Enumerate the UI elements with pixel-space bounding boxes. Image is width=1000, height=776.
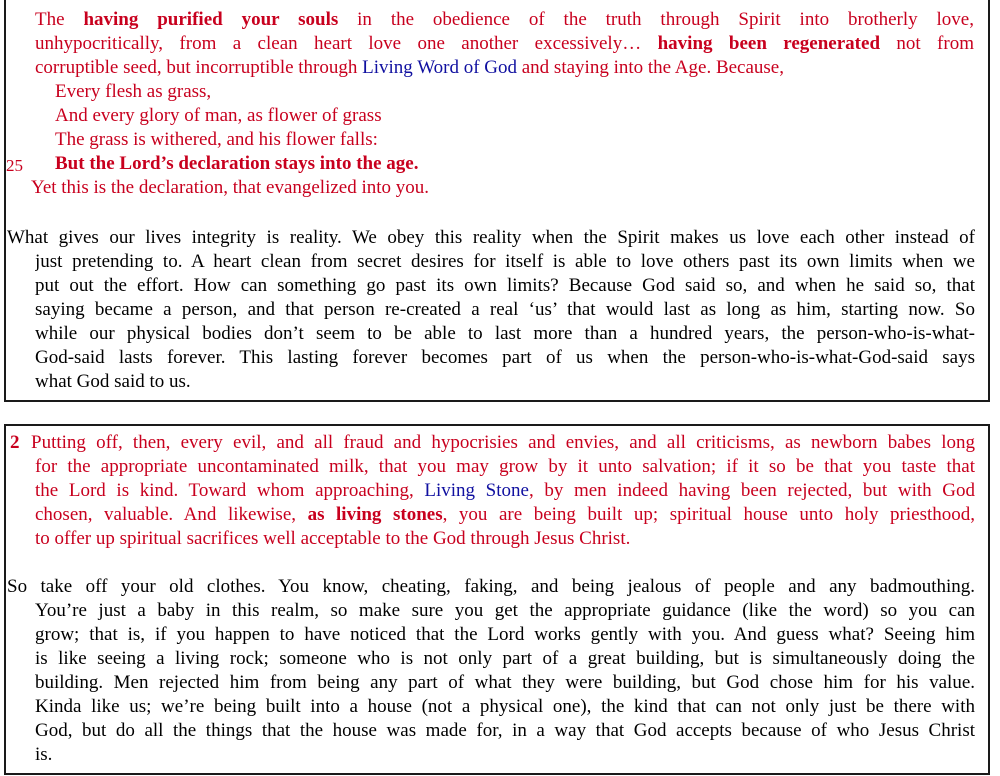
paraphrase-line: is like seeing a living rock; someone who is not only part of a great building, but is simultaneously doing the bbox=[35, 648, 975, 669]
paraphrase-line: Kinda like us; we’re being built into a house (not a physical one), the kind that can not only just be there with bbox=[35, 696, 975, 717]
paraphrase-line: put out the effort. How can something go past its own limits? Because God said so, and when he said so, that bbox=[35, 275, 975, 296]
paraphrase-line: God-said lasts forever. This lasting forever becomes part of us when the person-who-is-what-God-said says bbox=[35, 347, 975, 368]
verse-line: to offer up spiritual sacrifices well acceptable to the God through Jesus Christ. bbox=[35, 528, 631, 549]
passage-box-2 bbox=[4, 424, 990, 775]
paraphrase-line: God, but do all the things that the house was made for, in a way that God accepts because of who Jesus Christ bbox=[35, 720, 975, 741]
paraphrase-line: is. bbox=[35, 744, 53, 765]
passage-box-1 bbox=[4, 0, 990, 402]
paraphrase-line: what God said to us. bbox=[35, 371, 191, 392]
verse-line: the Lord is kind. Toward whom approaching, Living Stone, by men indeed having been rejected, but with God bbox=[35, 480, 975, 501]
verse-line: for the appropriate uncontaminated milk, that you may grow by it unto salvation; if it so be that you taste that bbox=[35, 456, 975, 477]
line-number: 25 bbox=[6, 156, 23, 175]
chapter-number: 2 bbox=[10, 432, 20, 453]
paraphrase-line: just pretending to. A heart clean from secret desires for itself is able to love others past its own limits when we bbox=[35, 251, 975, 272]
verse-line: chosen, valuable. And likewise, as living stones, you are being built up; spiritual house unto holy priesthood, bbox=[35, 504, 975, 525]
paraphrase-line: What gives our lives integrity is reality. We obey this reality when the Spirit makes us love each other instead of bbox=[7, 227, 975, 248]
paraphrase-line: You’re just a baby in this realm, so make sure you get the appropriate guidance (like the word) so you can bbox=[35, 600, 975, 621]
poem-line: Every flesh as grass, bbox=[55, 81, 212, 102]
poem-line: The grass is withered, and his flower falls: bbox=[55, 129, 378, 150]
paraphrase-line: So take off your old clothes. You know, cheating, faking, and being jealous of people and any badmouthing. bbox=[7, 576, 975, 597]
verse-line: corruptible seed, but incorruptible through Living Word of God and staying into the Age. Because, bbox=[35, 57, 784, 78]
verse-line: Putting off, then, every evil, and all fraud and hypocrisies and envies, and all criticisms, as newborn babes long bbox=[31, 432, 975, 453]
paraphrase-line: building. Men rejected him from being any part of what they were building, but God chose him for his value. bbox=[35, 672, 975, 693]
paraphrase-line: grow; that is, if you happen to have noticed that the Lord works gently with you. And guess what? Seeing him bbox=[35, 624, 975, 645]
poem-line: But the Lord’s declaration stays into the age. bbox=[55, 153, 419, 174]
poem-line: And every glory of man, as flower of grass bbox=[55, 105, 382, 126]
verse-line: unhypocritically, from a clean heart love one another excessively… having been regenerated not from bbox=[35, 33, 974, 54]
verse-line: The having purified your souls in the obedience of the truth through Spirit into brotherly love, bbox=[35, 9, 974, 30]
paraphrase-line: saying became a person, and that person re-created a real ‘us’ that would last as long as him, starting now. So bbox=[35, 299, 975, 320]
paraphrase-line: while our physical bodies don’t seem to be able to last more than a hundred years, the person-who-is-what- bbox=[35, 323, 975, 344]
verse-closing: Yet this is the declaration, that evangelized into you. bbox=[31, 177, 430, 198]
